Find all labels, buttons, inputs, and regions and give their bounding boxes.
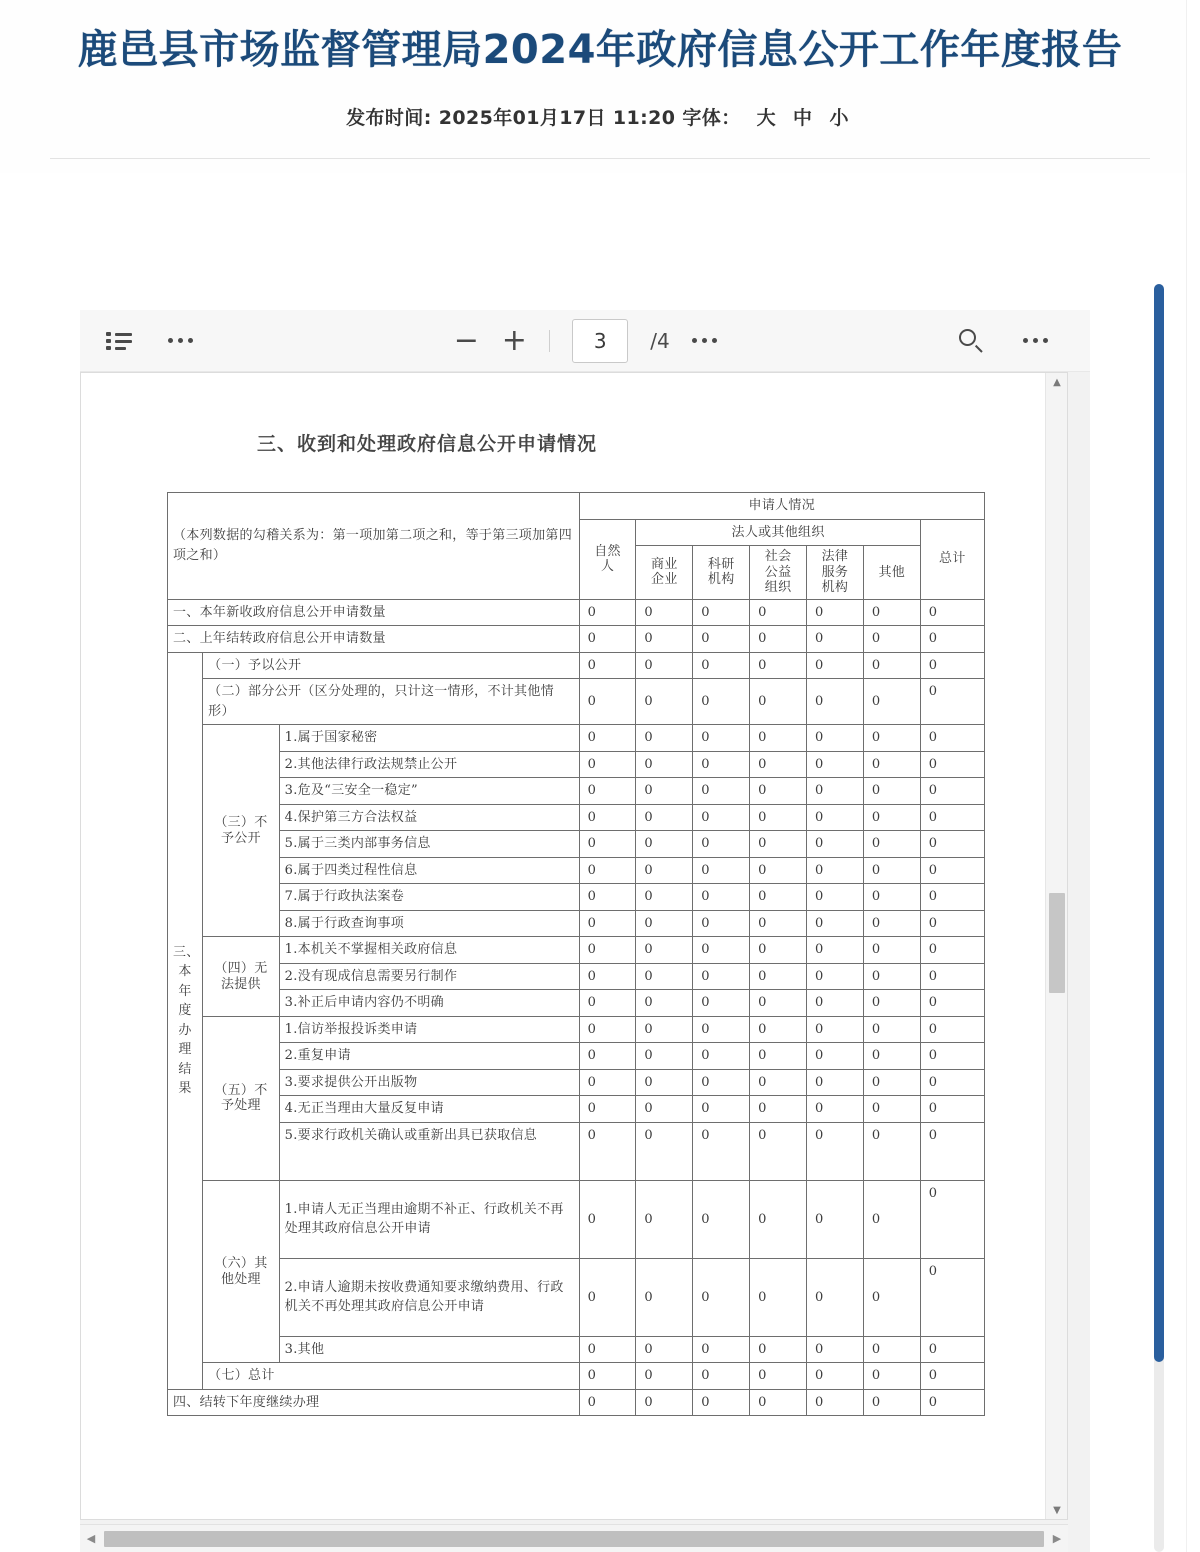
zoom-out-button[interactable]: − [453, 322, 479, 358]
cell: 0 [920, 910, 984, 937]
row-label-g3-item: 7.属于行政执法案卷 [279, 884, 579, 911]
cell: 0 [693, 857, 750, 884]
cell: 0 [693, 831, 750, 858]
toolbar-left-group [80, 331, 193, 351]
row-label-g5-item: 1.信访举报投诉类申请 [279, 1016, 579, 1043]
cell: 0 [863, 1122, 920, 1180]
cell: 0 [693, 626, 750, 653]
table-row [168, 652, 985, 679]
row-label-g4-item: 3.补正后申请内容仍不明确 [279, 990, 579, 1017]
cell: 0 [807, 831, 864, 858]
cell: 0 [920, 725, 984, 752]
cell: 0 [636, 599, 693, 626]
cell: 0 [750, 1043, 807, 1070]
row-label-g3: （三）不 予公开 [203, 725, 280, 937]
cell: 0 [920, 1389, 984, 1416]
scroll-up-arrow-icon[interactable]: ▲ [1053, 377, 1061, 388]
cell: 0 [636, 1258, 693, 1336]
cell: 0 [863, 937, 920, 964]
cell: 0 [693, 679, 750, 725]
cell: 0 [807, 725, 864, 752]
cell: 0 [863, 1258, 920, 1336]
cell: 0 [579, 725, 636, 752]
cell: 0 [579, 1258, 636, 1336]
cell: 0 [807, 652, 864, 679]
cell: 0 [579, 679, 636, 725]
row-label-new-applications: 一、本年新收政府信息公开申请数量 [168, 599, 580, 626]
header-applicant-group: 申请人情况 [579, 493, 984, 520]
font-size-medium[interactable]: 中 [793, 106, 813, 129]
cell: 0 [920, 1096, 984, 1123]
cell: 0 [579, 937, 636, 964]
section-heading: 三、收到和处理政府信息公开申请情况 [257, 433, 598, 455]
table-row [168, 1069, 985, 1096]
zoom-in-button[interactable]: + [501, 322, 527, 358]
cell: 0 [579, 778, 636, 805]
row-label-g5-item: 4.无正当理由大量反复申请 [279, 1096, 579, 1123]
cell: 0 [636, 1389, 693, 1416]
cell: 0 [920, 1258, 984, 1336]
cell: 0 [693, 1016, 750, 1043]
cell: 0 [693, 1363, 750, 1390]
cell: 0 [579, 1043, 636, 1070]
cell: 0 [807, 751, 864, 778]
cell: 0 [750, 679, 807, 725]
header-divider [50, 158, 1150, 159]
cell: 0 [579, 1122, 636, 1180]
cell: 0 [636, 910, 693, 937]
cell: 0 [863, 1069, 920, 1096]
cell: 0 [579, 1180, 636, 1258]
cell: 0 [693, 937, 750, 964]
row-label-g4-item: 2.没有现成信息需要另行制作 [279, 963, 579, 990]
cell: 0 [807, 599, 864, 626]
cell: 0 [920, 1180, 984, 1258]
table-row [168, 857, 985, 884]
cell: 0 [863, 652, 920, 679]
more-options-icon-right[interactable] [1023, 338, 1048, 343]
cell: 0 [920, 679, 984, 725]
cell: 0 [750, 1096, 807, 1123]
row-label-g3-item: 6.属于四类过程性信息 [279, 857, 579, 884]
table-row [168, 1122, 985, 1180]
list-outline-icon[interactable] [106, 331, 132, 351]
row-label-g6-item: 1.申请人无正当理由逾期不补正、行政机关不再处理其政府信息公开申请 [279, 1180, 579, 1258]
scroll-right-arrow-icon[interactable]: ▶ [1052, 1532, 1062, 1545]
cell: 0 [636, 1122, 693, 1180]
cell: 0 [863, 725, 920, 752]
cell: 0 [693, 1336, 750, 1363]
cell: 0 [863, 1180, 920, 1258]
cell: 0 [920, 1016, 984, 1043]
scroll-left-arrow-icon[interactable]: ◀ [86, 1532, 96, 1545]
table-row [168, 937, 985, 964]
cell: 0 [693, 778, 750, 805]
cell: 0 [863, 1043, 920, 1070]
cell: 0 [807, 884, 864, 911]
cell: 0 [636, 884, 693, 911]
cell: 0 [636, 963, 693, 990]
search-icon[interactable] [959, 329, 983, 353]
cell: 0 [920, 626, 984, 653]
cell: 0 [579, 884, 636, 911]
table-row [168, 963, 985, 990]
cell: 0 [636, 804, 693, 831]
table-row [168, 1043, 985, 1070]
row-label-g2: （二）部分公开（区分处理的，只计这一情形，不计其他情形） [203, 679, 579, 725]
table-row [168, 1258, 985, 1336]
cell: 0 [579, 1389, 636, 1416]
cell: 0 [750, 1258, 807, 1336]
header-research-institution: 科研 机构 [693, 546, 750, 600]
cell: 0 [863, 679, 920, 725]
row-label-g3-item: 3.危及“三安全一稳定” [279, 778, 579, 805]
font-size-label: 字体： [682, 106, 741, 129]
font-size-large[interactable]: 大 [756, 106, 777, 129]
cell: 0 [807, 1389, 864, 1416]
cell: 0 [636, 1043, 693, 1070]
cell: 0 [750, 910, 807, 937]
cell: 0 [750, 1336, 807, 1363]
pdf-vertical-scroll-thumb[interactable] [1049, 893, 1065, 993]
cell: 0 [750, 626, 807, 653]
cell: 0 [579, 599, 636, 626]
font-size-controls [752, 107, 854, 129]
cell: 0 [636, 1016, 693, 1043]
row-label-g3-item: 5.属于三类内部事务信息 [279, 831, 579, 858]
cell: 0 [693, 1389, 750, 1416]
cell: 0 [636, 990, 693, 1017]
cell: 0 [579, 626, 636, 653]
cell: 0 [750, 1069, 807, 1096]
cell: 0 [579, 804, 636, 831]
cell: 0 [863, 910, 920, 937]
cell: 0 [693, 1096, 750, 1123]
header-other: 其他 [863, 546, 920, 600]
pdf-page-content [81, 373, 1067, 1416]
cell: 0 [636, 751, 693, 778]
cell: 0 [750, 1389, 807, 1416]
row-label-g5-item: 3.要求提供公开出版物 [279, 1069, 579, 1096]
font-size-small[interactable]: 小 [829, 106, 849, 129]
cell: 0 [750, 804, 807, 831]
pdf-canvas-area [80, 372, 1090, 1552]
header-social-welfare-org: 社会 公益 组织 [750, 546, 807, 600]
cell: 0 [807, 1096, 864, 1123]
cell: 0 [636, 652, 693, 679]
cell: 0 [636, 1180, 693, 1258]
row-label-g3-item: 4.保护第三方合法权益 [279, 804, 579, 831]
cell: 0 [750, 937, 807, 964]
cell: 0 [807, 910, 864, 937]
cell: 0 [807, 1336, 864, 1363]
cell: 0 [863, 963, 920, 990]
toolbar-center-group [80, 319, 1090, 363]
page-vertical-scrollbar[interactable] [1154, 284, 1164, 1552]
cell: 0 [750, 751, 807, 778]
cell: 0 [579, 857, 636, 884]
cell: 0 [807, 990, 864, 1017]
cell: 0 [863, 1389, 920, 1416]
cell: 0 [863, 1096, 920, 1123]
cell: 0 [579, 1336, 636, 1363]
cell: 0 [750, 831, 807, 858]
publish-meta [50, 103, 1150, 130]
row-label-g3-item: 2.其他法律行政法规禁止公开 [279, 751, 579, 778]
cell: 0 [693, 1180, 750, 1258]
row-label-g1: （一）予以公开 [203, 652, 579, 679]
cell: 0 [750, 990, 807, 1017]
cell: 0 [807, 626, 864, 653]
cell: 0 [693, 1258, 750, 1336]
page-total-label: /4 [650, 328, 670, 353]
cell: 0 [920, 1336, 984, 1363]
cell: 0 [920, 599, 984, 626]
row-label-g4-item: 1.本机关不掌握相关政府信息 [279, 937, 579, 964]
row-label-g5-item: 2.重复申请 [279, 1043, 579, 1070]
table-row [168, 804, 985, 831]
cell: 0 [693, 884, 750, 911]
table-row [168, 599, 985, 626]
table-row [168, 1096, 985, 1123]
header-natural-person: 自然 人 [579, 519, 636, 599]
cell: 0 [920, 831, 984, 858]
header-org-group: 法人或其他组织 [636, 519, 920, 546]
applications-table [167, 492, 985, 1416]
cell: 0 [579, 1016, 636, 1043]
page-title: 鹿邑县市场监督管理局2024年政府信息公开工作年度报告 [77, 27, 1123, 73]
more-options-icon-center[interactable] [692, 338, 717, 343]
cell: 0 [807, 778, 864, 805]
cell: 0 [693, 751, 750, 778]
cell: 0 [693, 1043, 750, 1070]
pdf-page [80, 372, 1068, 1520]
table-row [168, 990, 985, 1017]
row-label-g6-item: 2.申请人逾期未按收费通知要求缴纳费用、行政机关不再处理其政府信息公开申请 [279, 1258, 579, 1336]
cell: 0 [863, 1336, 920, 1363]
cell: 0 [807, 857, 864, 884]
cell: 0 [636, 831, 693, 858]
cell: 0 [636, 725, 693, 752]
cell: 0 [807, 1258, 864, 1336]
cell: 0 [807, 679, 864, 725]
cell: 0 [750, 1016, 807, 1043]
cell: 0 [920, 937, 984, 964]
cell: 0 [750, 1363, 807, 1390]
cell: 0 [636, 857, 693, 884]
cell: 0 [693, 599, 750, 626]
cell: 0 [920, 804, 984, 831]
cell: 0 [920, 990, 984, 1017]
toolbar-divider [549, 330, 550, 352]
cell: 0 [807, 937, 864, 964]
table-row [168, 778, 985, 805]
cell: 0 [863, 990, 920, 1017]
pdf-toolbar [80, 310, 1090, 372]
pdf-horizontal-scroll-thumb[interactable] [104, 1531, 1044, 1547]
cell: 0 [750, 884, 807, 911]
cell: 0 [920, 857, 984, 884]
table-row [168, 1336, 985, 1363]
cell: 0 [920, 1122, 984, 1180]
table-row [168, 1016, 985, 1043]
table-note-cell: （本列数据的勾稽关系为：第一项加第二项之和，等于第三项加第四项之和） [168, 493, 580, 600]
row-label-g4: （四）无 法提供 [203, 937, 280, 1017]
header-total: 总计 [920, 519, 984, 599]
table-row [168, 910, 985, 937]
cell: 0 [579, 751, 636, 778]
cell: 0 [863, 831, 920, 858]
cell: 0 [863, 1363, 920, 1390]
toolbar-right-group [959, 329, 1090, 353]
pdf-horizontal-scroll-track[interactable] [102, 1529, 1046, 1549]
table-header-row-1 [168, 493, 985, 520]
table-row [168, 626, 985, 653]
cell: 0 [693, 990, 750, 1017]
cell: 0 [750, 963, 807, 990]
cell: 0 [693, 1122, 750, 1180]
cell: 0 [920, 778, 984, 805]
cell: 0 [750, 857, 807, 884]
cell: 0 [636, 937, 693, 964]
scroll-down-arrow-icon[interactable]: ▼ [1053, 1505, 1061, 1516]
cell: 0 [636, 626, 693, 653]
cell: 0 [863, 751, 920, 778]
row-label-g5: （五）不 予处理 [203, 1016, 280, 1180]
cell: 0 [920, 652, 984, 679]
cell: 0 [920, 1043, 984, 1070]
row-label-carry-next-year: 四、结转下年度继续办理 [168, 1389, 580, 1416]
table-row [168, 725, 985, 752]
cell: 0 [920, 1069, 984, 1096]
cell: 0 [636, 1336, 693, 1363]
cell: 0 [863, 1016, 920, 1043]
cell: 0 [920, 751, 984, 778]
table-row [168, 1180, 985, 1258]
cell: 0 [920, 884, 984, 911]
row-label-g6: （六）其 他处理 [203, 1180, 280, 1363]
cell: 0 [579, 1096, 636, 1123]
cell: 0 [750, 778, 807, 805]
header-business-enterprise: 商业 企业 [636, 546, 693, 600]
cell: 0 [579, 652, 636, 679]
cell: 0 [807, 1180, 864, 1258]
cell: 0 [807, 1043, 864, 1070]
row-label-g7: （七）总计 [203, 1363, 579, 1390]
cell: 0 [807, 804, 864, 831]
page-header [0, 0, 1200, 173]
cell: 0 [750, 599, 807, 626]
cell: 0 [807, 1016, 864, 1043]
cell: 0 [750, 1180, 807, 1258]
pdf-horizontal-scrollbar[interactable] [80, 1524, 1068, 1552]
header-legal-service-org: 法律 服务 机构 [807, 546, 864, 600]
cell: 0 [636, 679, 693, 725]
cell: 0 [807, 1069, 864, 1096]
cell: 0 [863, 857, 920, 884]
cell: 0 [807, 1363, 864, 1390]
table-row [168, 884, 985, 911]
row-label-g3-item: 8.属于行政查询事项 [279, 910, 579, 937]
pdf-viewer [80, 310, 1090, 1552]
page-right-edge [1186, 0, 1200, 1552]
cell: 0 [863, 804, 920, 831]
page-scroll-thumb[interactable] [1154, 284, 1164, 1362]
cell: 0 [807, 963, 864, 990]
cell: 0 [750, 1122, 807, 1180]
table-row [168, 751, 985, 778]
row-label-carryover-applications: 二、上年结转政府信息公开申请数量 [168, 626, 580, 653]
cell: 0 [693, 804, 750, 831]
cell: 0 [636, 778, 693, 805]
cell: 0 [693, 910, 750, 937]
cell: 0 [579, 831, 636, 858]
table-row [168, 1363, 985, 1390]
table-row [168, 831, 985, 858]
row-label-g6-item: 3.其他 [279, 1336, 579, 1363]
row-label-g3-item: 1.属于国家秘密 [279, 725, 579, 752]
table-row [168, 1389, 985, 1416]
cell: 0 [693, 1069, 750, 1096]
cell: 0 [693, 963, 750, 990]
cell: 0 [920, 963, 984, 990]
cell: 0 [863, 884, 920, 911]
cell: 0 [579, 963, 636, 990]
cell: 0 [807, 1122, 864, 1180]
pdf-vertical-scrollbar[interactable] [1045, 373, 1067, 1520]
page-number-input[interactable]: 3 [572, 319, 628, 363]
cell: 0 [579, 910, 636, 937]
cell: 0 [863, 626, 920, 653]
cell: 0 [863, 778, 920, 805]
publish-time: 发布时间: 2025年01月17日 11:20 [346, 106, 676, 129]
cell: 0 [579, 1363, 636, 1390]
cell: 0 [750, 725, 807, 752]
row-label-annual-results: 三、本年度办理结果 [168, 652, 203, 1389]
cell: 0 [863, 599, 920, 626]
cell: 0 [579, 990, 636, 1017]
cell: 0 [636, 1096, 693, 1123]
cell: 0 [636, 1363, 693, 1390]
more-options-icon-left[interactable] [168, 338, 193, 343]
cell: 0 [636, 1069, 693, 1096]
cell: 0 [920, 1363, 984, 1390]
cell: 0 [750, 652, 807, 679]
cell: 0 [693, 725, 750, 752]
table-row [168, 679, 985, 725]
row-label-g5-item: 5.要求行政机关确认或重新出具已获取信息 [279, 1122, 579, 1180]
cell: 0 [579, 1069, 636, 1096]
cell: 0 [693, 652, 750, 679]
